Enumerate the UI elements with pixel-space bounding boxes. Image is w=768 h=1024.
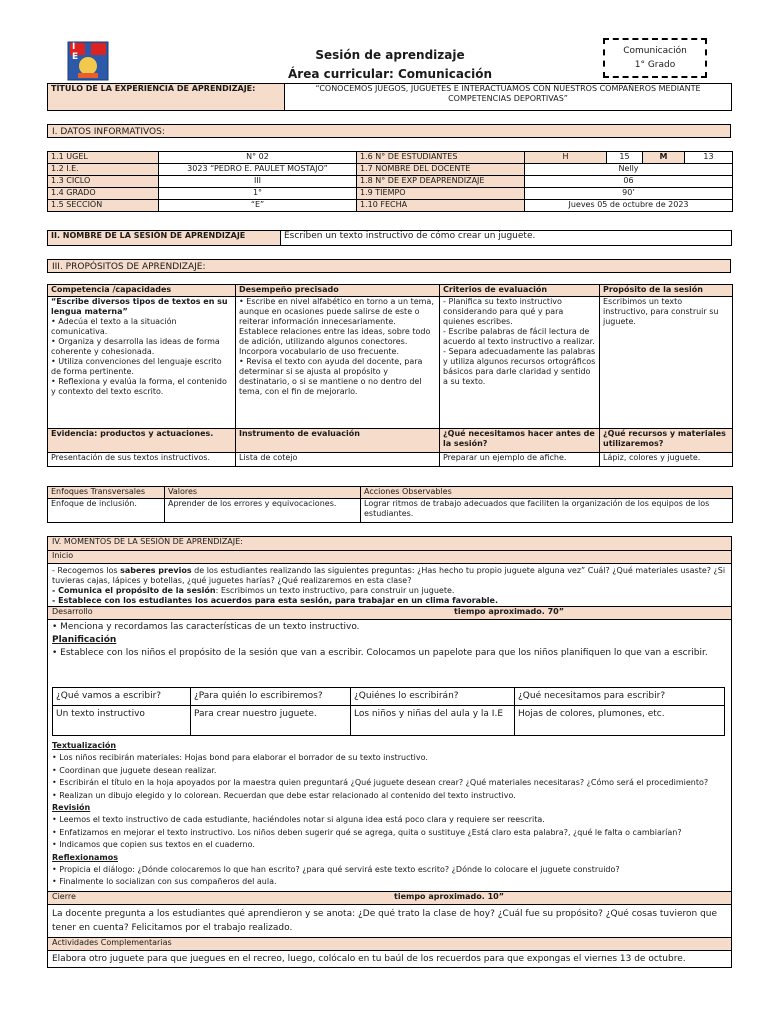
dev-item: • Mencionа y recordamos las características de un texto instructivo. [52, 622, 360, 632]
text-item: • Los niños recibirán materiales: Hojas bond para elaborar el borrador de su texto instructivo. [52, 753, 428, 763]
informative-data-table [47, 151, 733, 212]
header-competencia: Competencia /capacidades [48, 285, 236, 297]
section3-title: III. PROPÓSITOS DE APRENDIZAJE: [47, 259, 731, 273]
plan-value: Los niños y niñas del aula y la I.E [351, 706, 515, 736]
actividades-text: Elabora otro juguete para que juegues en el recreo, luego, colócalo en tu baúl de los recuerdos para que expongas el viernes 13 de octubre. [52, 954, 686, 964]
session-moments [47, 536, 732, 968]
info-row [48, 164, 733, 176]
text-item: • Escribirán el título en la hoja apoyados por la maestra quien preguntará ¿Qué juguete desean crear? ¿Qué materiales necesitaras? ¿Cómo será el procedimiento? [52, 778, 709, 788]
criterios-cell [440, 297, 600, 429]
info-label: 1.6 N° DE ESTUDIANTES [357, 152, 525, 164]
plan-header: ¿Qué vamos a escribir? [53, 688, 191, 706]
evidencia-value: Presentación de sus textos instructivos. [48, 453, 236, 467]
info-row [48, 152, 733, 164]
rev-item: • Enfatizamos en mejorar el texto instructivo. Los niños deben sugerir qué se agrega, quita o sustituye ¿Está claro esta palabra?, ¿qué le falta o cambiarían? [52, 827, 682, 837]
desarrollo-label: Desarrollo [52, 607, 93, 616]
section2-title: II. NOMBRE DE LA SESIÓN DE APRENDIZAJE [48, 231, 281, 246]
competencia-item: • Reflexiona y evalúa la forma, el contenido y contexto del texto escrito. [51, 377, 227, 396]
header-desempeno: Desempeño precisado [236, 285, 440, 297]
header-acciones: Acciones Observables [361, 487, 733, 499]
info-label: 1.7 NOMBRE DEL DOCENTE [357, 164, 525, 176]
logo-text: I E [72, 42, 89, 62]
inicio-proposito: - Comunica el propósito de la sesión: Escribimos un texto instructivo, para construir un juguete. [52, 586, 455, 595]
info-label: 1.1 UGEL [48, 152, 159, 164]
header-antes-sesion: ¿Qué necesitamos hacer antes de la sesión? [440, 429, 600, 453]
actividades-label: Actividades Complementarias [48, 937, 731, 951]
students-h-label: H [525, 152, 607, 164]
text-item: • Realizan un dibujo elegido y lo colorean. Recuerdan que debe estar relacionado al contenido del texto instructivo. [52, 790, 516, 800]
info-label: 1.9 TIEMPO [357, 188, 525, 200]
desempeno-cell [236, 297, 440, 429]
acciones-value: Lograr ritmos de trabajo adecuados que faciliten la organización de los equipos de los estudiantes. [361, 499, 733, 523]
planificacion-label: Planificación [52, 635, 117, 645]
experience-label: TÍTULO DE LA EXPERIENCIA DE APRENDIZAJE: [48, 84, 285, 111]
revision-label: Revisión [52, 803, 91, 813]
info-value: Jueves 05 de octubre de 2023 [525, 200, 733, 212]
info-label: 1.3 CICLO [48, 176, 159, 188]
header-instrumento: Instrumento de evaluación [236, 429, 440, 453]
cierre-label: Cierre [52, 892, 76, 901]
plan-value: Un texto instructivo [53, 706, 191, 736]
desempeno-item: • Escribe en nivel alfabético en torno a un tema, aunque en ocasiones puede salirse de este o reiterar información innecesariamente. Establece relaciones entre las ideas, sobre todo de adición, utilizando algunos conectores. Incorpora vocabulario de uso frecuente. [239, 297, 434, 356]
info-label: 1.4 GRADO [48, 188, 159, 200]
info-row [48, 176, 733, 188]
info-value: III [159, 176, 357, 188]
info-row [48, 188, 733, 200]
proposito-cell: Escribimos un texto instructivo, para construir su juguete. [600, 297, 733, 429]
info-label: 1.8 N° DE EXP DEAPRENDIZAJE [357, 176, 525, 188]
grade-label: 1° Grado [634, 60, 676, 70]
ref-item: • Propicia el diálogo: ¿Dónde colocaremos lo que han escrito? ¿para qué servirá este texto escrito? ¿Dónde lo colocare el juguete construido? [52, 865, 620, 875]
desarrollo-content [48, 620, 731, 661]
textualizacion-label: Textualización [52, 741, 117, 750]
info-value: 90’ [525, 188, 733, 200]
planning-table [52, 687, 725, 736]
cierre-text: La docente pregunta a los estudiantes qué aprendieron y se anota: ¿De qué trato la clase de hoy? ¿Cuál fue su propósito? ¿Qué cosas tuvieron que tener en cuenta? Felicitamos por el trabajo realizado. [52, 909, 718, 933]
info-value: 06 [525, 176, 733, 188]
inicio-acuerdos: - Establece con los estudiantes los acuerdos para esta sesión, para trabajar en un clima favorable. [52, 596, 499, 605]
text-item: • Coordinan que juguete desean realizar. [52, 765, 217, 775]
students-m-label: M [643, 152, 685, 164]
antes-sesion-value: Preparar un ejemplo de afiche. [440, 453, 600, 467]
desempeno-item: • Revisa el texto con ayuda del docente, para determinar si se ajusta al propósito y destinatario, o si se mantiene o no dentro del tema, con el fin de mejorarlo. [239, 357, 423, 396]
criterio-item: - Escribe palabras de fácil lectura de acuerdo al texto instructivo a realizar. [443, 327, 595, 346]
header-evidencia: Evidencia: productos y actuaciones. [48, 429, 236, 453]
plan-value: Hojas de colores, plumones, etc. [515, 706, 725, 736]
session-name-table [47, 230, 732, 246]
area-grade-box [603, 38, 707, 78]
cierre-bar [48, 891, 731, 905]
inicio-saberes: - Recogemos los saberes previos de los estudiantes realizando las siguientes preguntas: ¿Has hecho tu propio juguete alguna vez” Cuál? ¿Qué materiales usaste? ¿Si tuvieras cajas, lápices y botellas, ¿qué juguetes harías? ¿Qué realizaremos en esta clase? [52, 566, 726, 585]
plan-value: Para crear nuestro juguete. [191, 706, 351, 736]
inicio-label: Inicio [48, 551, 731, 564]
desarrollo-bar [48, 607, 731, 620]
valor-value: Aprender de los errores y equivocaciones. [165, 499, 361, 523]
area-label: Comunicación [623, 46, 687, 56]
header-enfoques: Enfoques Transversales [48, 487, 165, 499]
school-logo [64, 40, 112, 82]
criterio-item: - Planifica su texto instructivo considerando para qué y para quienes escribes. [443, 297, 564, 326]
competencia-title: “Escribe diversos tipos de textos en su lengua materna” [51, 297, 228, 316]
page-title: Sesión de aprendizaje [315, 48, 465, 62]
info-value: 1° [159, 188, 357, 200]
enfoques-table [47, 486, 733, 523]
session-name: Escriben un texto instructivo de cómo crear un juguete. [281, 231, 732, 246]
info-label: 1.2 I.E. [48, 164, 159, 176]
instrumento-value: Lista de cotejo [236, 453, 440, 467]
info-label: 1.5 SECCIÓN [48, 200, 159, 212]
info-row [48, 200, 733, 212]
enfoque-value: Enfoque de inclusión. [48, 499, 165, 523]
info-value: N° 02 [159, 152, 357, 164]
section1-title: I. DATOS INFORMATIVOS: [47, 124, 731, 138]
section4-title: IV. MOMENTOS DE LA SESIÓN DE APRENDIZAJE: [48, 537, 731, 551]
competencia-cell [48, 297, 236, 429]
recursos-value: Lápiz, colores y juguete. [600, 453, 733, 467]
reflexionamos-label: Reflexionamos [52, 852, 119, 862]
info-value: “E” [159, 200, 357, 212]
inicio-content [48, 564, 731, 607]
competencia-item: • Organiza y desarrolla las ideas de forma coherente y cohesionada. [51, 337, 220, 356]
competencia-item: • Adecúa el texto a la situación comunicativa. [51, 317, 177, 336]
experience-table [47, 83, 732, 111]
textualizacion-block [52, 740, 728, 889]
header-criterios: Criterios de evaluación [440, 285, 600, 297]
ref-item: • Finalmente lo socializan con sus compañeros del aula. [52, 877, 277, 887]
experience-value: “CONOCEMOS JUEGOS, JUGUETES E INTERACTUAMOS CON NUESTROS COMPAÑEROS MEDIANTE COMPETENCIAS DEPORTIVAS” [285, 84, 732, 111]
dev-item: • Establece con los niños el propósito de la sesión que van a escribir. Colocamos un papelote para que los niños planifiquen lo que van a escribir. [52, 648, 708, 658]
rev-item: • Indicamos que copien sus textos en el cuaderno. [52, 840, 255, 850]
criterio-item: - Separa adecuadamente las palabras y utiliza algunos recursos ortográficos básicos para darle claridad y sentido a su texto. [443, 347, 596, 386]
plan-header: ¿Qué necesitamos para escribir? [515, 688, 725, 706]
info-label: 1.10 FECHA [357, 200, 525, 212]
students-h-value: 15 [607, 152, 643, 164]
header-valores: Valores [165, 487, 361, 499]
info-value: 3023 “PEDRO E. PAULET MOSTAJO” [159, 164, 357, 176]
plan-header: ¿Quiénes lo escribirán? [351, 688, 515, 706]
page-subtitle: Área curricular: Comunicación [288, 67, 492, 81]
info-value: Nelly [525, 164, 733, 176]
cierre-time: tiempo aproximado. 10” [394, 892, 504, 901]
plan-header: ¿Para quién lo escribiremos? [191, 688, 351, 706]
header-proposito: Propósito de la sesión [600, 285, 733, 297]
competencia-item: • Utiliza convenciones del lenguaje escrito de forma pertinente. [51, 357, 222, 376]
header-recursos: ¿Qué recursos y materiales utilizaremos? [600, 429, 733, 453]
purposes-table [47, 284, 733, 467]
students-m-value: 13 [685, 152, 733, 164]
rev-item: • Leemos el texto instructivo de cada estudiante, haciéndoles notar si alguna idea está poco clara y requiere ser reescrita. [52, 815, 545, 825]
desarrollo-time: tiempo aproximado. 70” [454, 607, 564, 616]
